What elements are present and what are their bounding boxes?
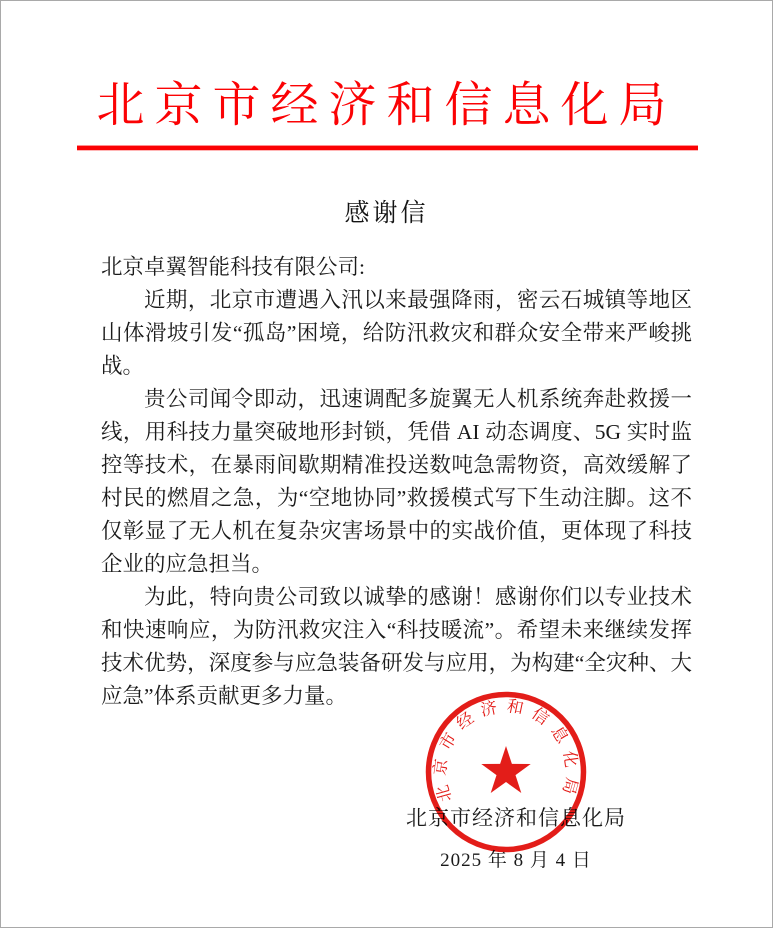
seal-text: 北京市经济和信息化局 [430,696,582,805]
letter-body [101,251,692,713]
letterhead-title: 北京市经济和信息化局 [96,79,677,132]
letter-title: 感谢信 [344,200,429,227]
paragraph: 贵公司闻令即动，迅速调配多旋翼无人机系统奔赴救援一线，用科技力量突破地形封锁，凭借 AI 动态调度、5G 实时监控等技术，在暴雨间歇期精准投送数吨急需物资，高效缓解了村民的燃眉之急，为“空地协同”救援模式写下生动注脚。这不仅彰显了无人机在复杂灾害场景中的实战价值，更体现了科技企业的应急担当。 [101,387,692,576]
signature-date: 2025 年 8 月 4 日 [440,850,592,871]
letterhead-divider [77,145,698,151]
salutation: 北京卓翼智能科技有限公司: [101,255,365,279]
paragraph: 为此，特向贵公司致以诚挚的感谢！感谢你们以专业技术和快速响应，为防汛救灾注入“科技暖流”。希望未来继续发挥技术优势，深度参与应急装备研发与应用，为构建“全灾种、大应急”体系贡献更多力量。 [101,585,692,708]
signature-block [366,802,666,872]
red-star-icon [481,746,530,793]
paragraph: 近期，北京市遭遇入汛以来最强降雨，密云石城镇等地区山体滑坡引发“孤岛”困境，给防汛救灾和群众安全带来严峻挑战。 [101,288,692,378]
signature-name: 北京市经济和信息化局 [406,806,626,830]
